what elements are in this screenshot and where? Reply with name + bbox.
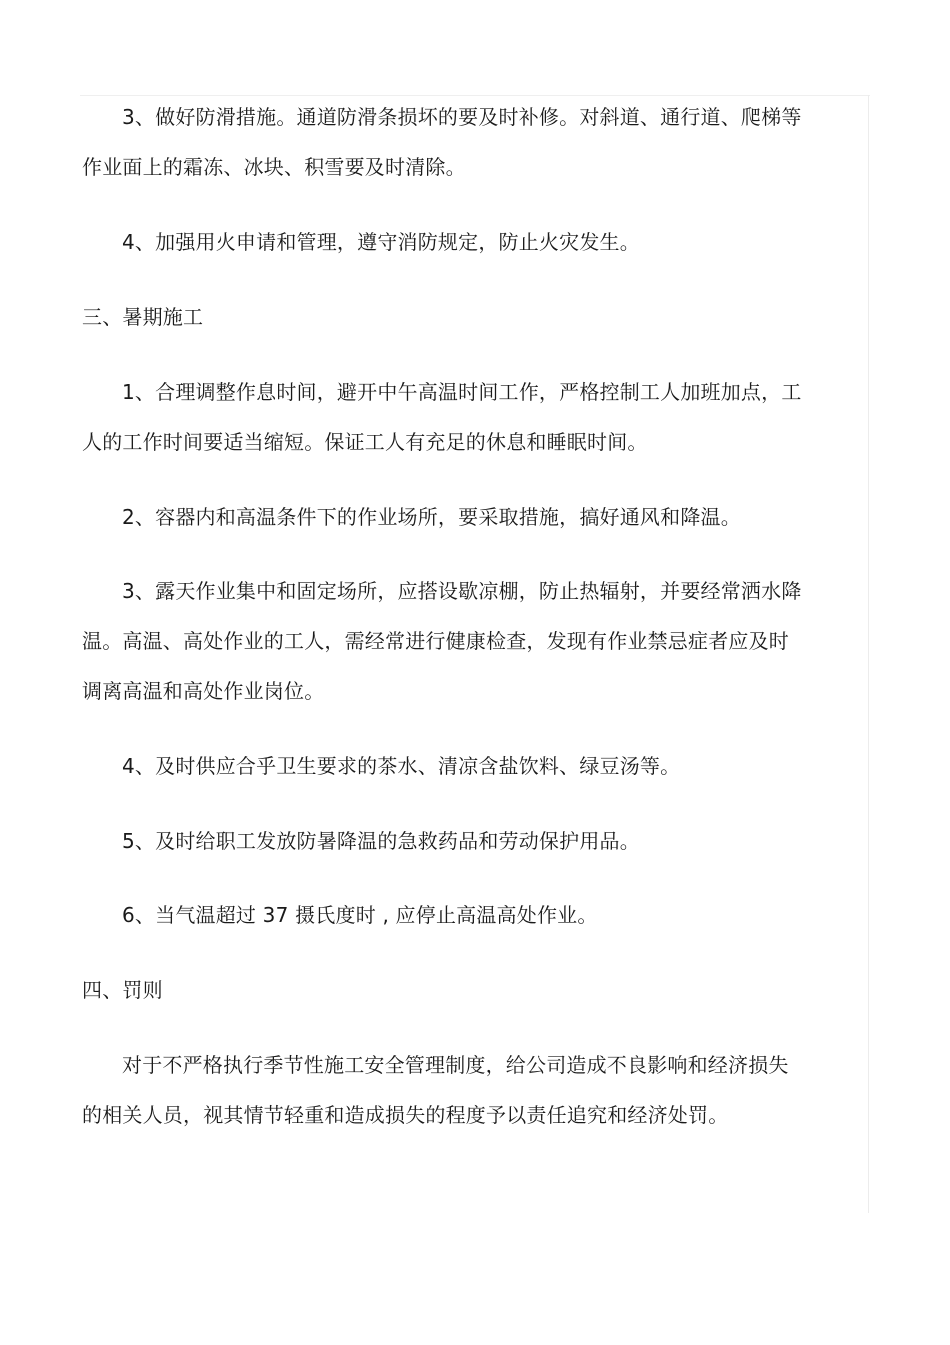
item-3-line-1: 3、做好防滑措施。通道防滑条损坏的要及时补修。对斜道、通行道、爬梯等 bbox=[122, 105, 802, 129]
item-4-line: 4、加强用火申请和管理，遵守消防规定，防止火灾发生。 bbox=[122, 230, 640, 254]
summer-item-1-line-1: 1、合理调整作息时间，避开中午高温时间工作，严格控制工人加班加点，工 bbox=[122, 380, 802, 404]
summer-item-3-line-2: 温。高温、高处作业的工人，需经常进行健康检查，发现有作业禁忌症者应及时 bbox=[82, 629, 789, 653]
page-right-border bbox=[868, 95, 869, 1213]
section-heading-penalty: 四、罚则 bbox=[82, 978, 163, 1002]
summer-item-6-line: 6、当气温超过 37 摄氏度时 , 应停止高温高处作业。 bbox=[122, 903, 598, 927]
summer-item-5-line: 5、及时给职工发放防暑降温的急救药品和劳动保护用品。 bbox=[122, 829, 640, 853]
summer-item-3-line-1: 3、露天作业集中和固定场所，应搭设歇凉棚，防止热辐射，并要经常洒水降 bbox=[122, 579, 802, 603]
summer-item-3-line-3: 调离高温和高处作业岗位。 bbox=[82, 679, 325, 703]
item-3-line-2: 作业面上的霜冻、冰块、积雪要及时清除。 bbox=[82, 155, 466, 179]
penalty-paragraph-line-1: 对于不严格执行季节性施工安全管理制度，给公司造成不良影响和经济损失 bbox=[122, 1053, 789, 1077]
section-heading-summer: 三、暑期施工 bbox=[82, 305, 204, 329]
summer-item-2-line: 2、容器内和高温条件下的作业场所，要采取措施，搞好通风和降温。 bbox=[122, 505, 741, 529]
page-top-border bbox=[80, 95, 870, 96]
penalty-paragraph-line-2: 的相关人员，视其情节轻重和造成损失的程度予以责任追究和经济处罚。 bbox=[82, 1103, 729, 1127]
summer-item-4-line: 4、及时供应合乎卫生要求的茶水、清凉含盐饮料、绿豆汤等。 bbox=[122, 754, 681, 778]
summer-item-1-line-2: 人的工作时间要适当缩短。保证工人有充足的休息和睡眠时间。 bbox=[82, 430, 648, 454]
